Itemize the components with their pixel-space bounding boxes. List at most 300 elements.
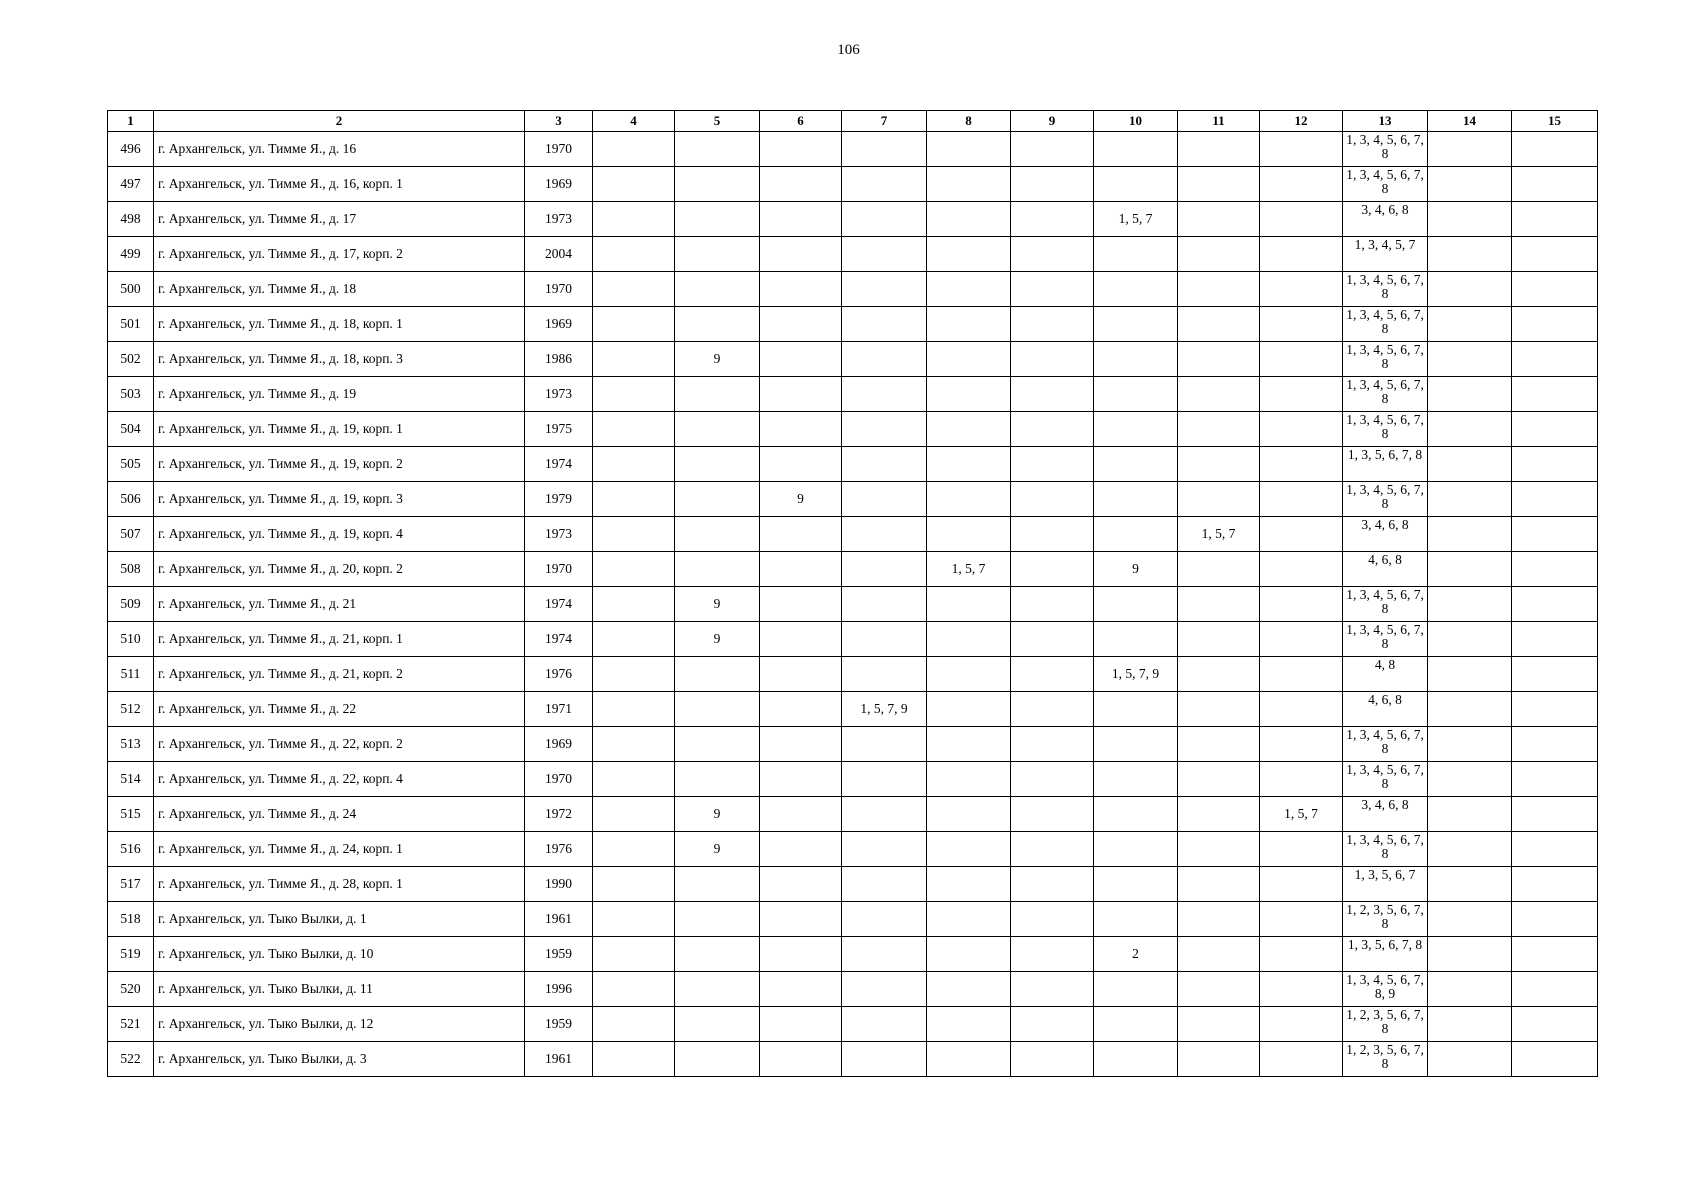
year-cell: 1973 bbox=[525, 202, 593, 237]
col7-cell bbox=[842, 657, 927, 692]
col15-cell bbox=[1512, 657, 1598, 692]
col10-cell bbox=[1094, 272, 1178, 307]
col15-cell bbox=[1512, 832, 1598, 867]
col8-cell bbox=[927, 132, 1011, 167]
col5-cell bbox=[675, 202, 760, 237]
col13-cell: 4, 6, 8 bbox=[1343, 552, 1428, 587]
col14-cell bbox=[1428, 622, 1512, 657]
col9-cell bbox=[1011, 342, 1094, 377]
col4-cell bbox=[593, 657, 675, 692]
col13-cell: 1, 3, 4, 5, 6, 7, 8 bbox=[1343, 412, 1428, 447]
col13-cell: 1, 2, 3, 5, 6, 7, 8 bbox=[1343, 902, 1428, 937]
col14-cell bbox=[1428, 1042, 1512, 1077]
col7-cell bbox=[842, 272, 927, 307]
col4-cell bbox=[593, 867, 675, 902]
col11-cell bbox=[1178, 902, 1260, 937]
col11-cell bbox=[1178, 622, 1260, 657]
col13-cell: 1, 3, 4, 5, 6, 7, 8, 9 bbox=[1343, 972, 1428, 1007]
col10-cell bbox=[1094, 727, 1178, 762]
col5-cell: 9 bbox=[675, 832, 760, 867]
col10-cell: 1, 5, 7 bbox=[1094, 202, 1178, 237]
address-cell: г. Архангельск, ул. Тимме Я., д. 20, корп. 2 bbox=[154, 552, 525, 587]
col14-cell bbox=[1428, 412, 1512, 447]
col4-cell bbox=[593, 622, 675, 657]
address-cell: г. Архангельск, ул. Тимме Я., д. 19, корп. 3 bbox=[154, 482, 525, 517]
col9-cell bbox=[1011, 727, 1094, 762]
table-row bbox=[108, 727, 1598, 762]
col7-cell bbox=[842, 587, 927, 622]
col11-cell bbox=[1178, 377, 1260, 412]
col5-cell bbox=[675, 272, 760, 307]
col5-cell bbox=[675, 237, 760, 272]
col12-cell bbox=[1260, 867, 1343, 902]
col14-cell bbox=[1428, 657, 1512, 692]
col4-cell bbox=[593, 272, 675, 307]
col9-cell bbox=[1011, 237, 1094, 272]
table-row bbox=[108, 1042, 1598, 1077]
col7-cell bbox=[842, 377, 927, 412]
col10-cell bbox=[1094, 132, 1178, 167]
col4-cell bbox=[593, 377, 675, 412]
col6-cell bbox=[760, 412, 842, 447]
col9-cell bbox=[1011, 307, 1094, 342]
col13-cell: 3, 4, 6, 8 bbox=[1343, 517, 1428, 552]
col4-cell bbox=[593, 482, 675, 517]
col12-cell bbox=[1260, 447, 1343, 482]
row-number-cell: 522 bbox=[108, 1042, 154, 1077]
col14-cell bbox=[1428, 517, 1512, 552]
col7-cell bbox=[842, 1042, 927, 1077]
year-cell: 1979 bbox=[525, 482, 593, 517]
col12-cell bbox=[1260, 517, 1343, 552]
col15-cell bbox=[1512, 167, 1598, 202]
col5-cell bbox=[675, 447, 760, 482]
table-row bbox=[108, 167, 1598, 202]
col8-cell bbox=[927, 972, 1011, 1007]
col7-cell bbox=[842, 902, 927, 937]
col6-cell bbox=[760, 762, 842, 797]
col11-cell bbox=[1178, 412, 1260, 447]
col4-cell bbox=[593, 1007, 675, 1042]
col15-cell bbox=[1512, 762, 1598, 797]
col10-cell bbox=[1094, 342, 1178, 377]
col9-cell bbox=[1011, 797, 1094, 832]
col8-cell bbox=[927, 727, 1011, 762]
year-cell: 1969 bbox=[525, 167, 593, 202]
col6-cell bbox=[760, 272, 842, 307]
year-cell: 1974 bbox=[525, 447, 593, 482]
col12-cell: 1, 5, 7 bbox=[1260, 797, 1343, 832]
col10-cell: 1, 5, 7, 9 bbox=[1094, 657, 1178, 692]
row-number-cell: 504 bbox=[108, 412, 154, 447]
col15-cell bbox=[1512, 1007, 1598, 1042]
column-header: 10 bbox=[1094, 111, 1178, 132]
col5-cell bbox=[675, 307, 760, 342]
col4-cell bbox=[593, 937, 675, 972]
col7-cell bbox=[842, 972, 927, 1007]
col5-cell bbox=[675, 482, 760, 517]
row-number-cell: 505 bbox=[108, 447, 154, 482]
col7-cell bbox=[842, 167, 927, 202]
col15-cell bbox=[1512, 132, 1598, 167]
col14-cell bbox=[1428, 692, 1512, 727]
col15-cell bbox=[1512, 412, 1598, 447]
col5-cell bbox=[675, 167, 760, 202]
col4-cell bbox=[593, 972, 675, 1007]
year-cell: 1969 bbox=[525, 307, 593, 342]
col14-cell bbox=[1428, 797, 1512, 832]
col11-cell bbox=[1178, 202, 1260, 237]
col14-cell bbox=[1428, 167, 1512, 202]
col8-cell bbox=[927, 237, 1011, 272]
col5-cell bbox=[675, 762, 760, 797]
col12-cell bbox=[1260, 587, 1343, 622]
table-row bbox=[108, 517, 1598, 552]
col10-cell bbox=[1094, 307, 1178, 342]
col15-cell bbox=[1512, 377, 1598, 412]
table-row bbox=[108, 272, 1598, 307]
col15-cell bbox=[1512, 587, 1598, 622]
col12-cell bbox=[1260, 342, 1343, 377]
col14-cell bbox=[1428, 762, 1512, 797]
col11-cell bbox=[1178, 1007, 1260, 1042]
col4-cell bbox=[593, 692, 675, 727]
col10-cell: 9 bbox=[1094, 552, 1178, 587]
table-row bbox=[108, 832, 1598, 867]
col6-cell bbox=[760, 657, 842, 692]
col11-cell bbox=[1178, 132, 1260, 167]
table-row bbox=[108, 412, 1598, 447]
col9-cell bbox=[1011, 482, 1094, 517]
address-cell: г. Архангельск, ул. Тыко Вылки, д. 3 bbox=[154, 1042, 525, 1077]
col15-cell bbox=[1512, 797, 1598, 832]
col15-cell bbox=[1512, 237, 1598, 272]
table-row bbox=[108, 657, 1598, 692]
column-header: 15 bbox=[1512, 111, 1598, 132]
col9-cell bbox=[1011, 902, 1094, 937]
year-cell: 1973 bbox=[525, 377, 593, 412]
col15-cell bbox=[1512, 622, 1598, 657]
col6-cell bbox=[760, 552, 842, 587]
col4-cell bbox=[593, 902, 675, 937]
year-cell: 1959 bbox=[525, 1007, 593, 1042]
col10-cell: 2 bbox=[1094, 937, 1178, 972]
col13-cell: 1, 2, 3, 5, 6, 7, 8 bbox=[1343, 1042, 1428, 1077]
col7-cell bbox=[842, 727, 927, 762]
row-number-cell: 501 bbox=[108, 307, 154, 342]
address-cell: г. Архангельск, ул. Тимме Я., д. 24 bbox=[154, 797, 525, 832]
col10-cell bbox=[1094, 902, 1178, 937]
address-cell: г. Архангельск, ул. Тимме Я., д. 16 bbox=[154, 132, 525, 167]
col14-cell bbox=[1428, 447, 1512, 482]
row-number-cell: 497 bbox=[108, 167, 154, 202]
col14-cell bbox=[1428, 237, 1512, 272]
address-cell: г. Архангельск, ул. Тыко Вылки, д. 10 bbox=[154, 937, 525, 972]
address-cell: г. Архангельск, ул. Тимме Я., д. 28, корп. 1 bbox=[154, 867, 525, 902]
table-row bbox=[108, 622, 1598, 657]
year-cell: 1970 bbox=[525, 552, 593, 587]
col15-cell bbox=[1512, 972, 1598, 1007]
col11-cell bbox=[1178, 482, 1260, 517]
col11-cell bbox=[1178, 167, 1260, 202]
col7-cell bbox=[842, 622, 927, 657]
row-number-cell: 512 bbox=[108, 692, 154, 727]
col7-cell bbox=[842, 552, 927, 587]
table-row bbox=[108, 482, 1598, 517]
col14-cell bbox=[1428, 832, 1512, 867]
year-cell: 1971 bbox=[525, 692, 593, 727]
column-header: 5 bbox=[675, 111, 760, 132]
col12-cell bbox=[1260, 167, 1343, 202]
col14-cell bbox=[1428, 937, 1512, 972]
col7-cell bbox=[842, 1007, 927, 1042]
col11-cell bbox=[1178, 587, 1260, 622]
row-number-cell: 514 bbox=[108, 762, 154, 797]
table-row bbox=[108, 867, 1598, 902]
col6-cell bbox=[760, 307, 842, 342]
col12-cell bbox=[1260, 412, 1343, 447]
row-number-cell: 520 bbox=[108, 972, 154, 1007]
col11-cell bbox=[1178, 797, 1260, 832]
col10-cell bbox=[1094, 972, 1178, 1007]
col13-cell: 4, 8 bbox=[1343, 657, 1428, 692]
col12-cell bbox=[1260, 377, 1343, 412]
col10-cell bbox=[1094, 1042, 1178, 1077]
col11-cell bbox=[1178, 657, 1260, 692]
col11-cell: 1, 5, 7 bbox=[1178, 517, 1260, 552]
address-cell: г. Архангельск, ул. Тимме Я., д. 18 bbox=[154, 272, 525, 307]
row-number-cell: 521 bbox=[108, 1007, 154, 1042]
col5-cell bbox=[675, 1042, 760, 1077]
col9-cell bbox=[1011, 272, 1094, 307]
col9-cell bbox=[1011, 412, 1094, 447]
col5-cell bbox=[675, 937, 760, 972]
col6-cell bbox=[760, 727, 842, 762]
col15-cell bbox=[1512, 202, 1598, 237]
year-cell: 2004 bbox=[525, 237, 593, 272]
col7-cell bbox=[842, 202, 927, 237]
row-number-cell: 510 bbox=[108, 622, 154, 657]
col11-cell bbox=[1178, 867, 1260, 902]
year-cell: 1975 bbox=[525, 412, 593, 447]
row-number-cell: 499 bbox=[108, 237, 154, 272]
col13-cell: 3, 4, 6, 8 bbox=[1343, 202, 1428, 237]
col9-cell bbox=[1011, 167, 1094, 202]
col8-cell bbox=[927, 342, 1011, 377]
col6-cell bbox=[760, 377, 842, 412]
col13-cell: 1, 3, 4, 5, 6, 7, 8 bbox=[1343, 342, 1428, 377]
col11-cell bbox=[1178, 727, 1260, 762]
col5-cell bbox=[675, 867, 760, 902]
col12-cell bbox=[1260, 832, 1343, 867]
table-body bbox=[108, 132, 1598, 1077]
year-cell: 1972 bbox=[525, 797, 593, 832]
col12-cell bbox=[1260, 552, 1343, 587]
col14-cell bbox=[1428, 342, 1512, 377]
col10-cell bbox=[1094, 517, 1178, 552]
col11-cell bbox=[1178, 937, 1260, 972]
col10-cell bbox=[1094, 482, 1178, 517]
col12-cell bbox=[1260, 237, 1343, 272]
col6-cell bbox=[760, 517, 842, 552]
col4-cell bbox=[593, 727, 675, 762]
col4-cell bbox=[593, 587, 675, 622]
col14-cell bbox=[1428, 552, 1512, 587]
table-row bbox=[108, 132, 1598, 167]
col15-cell bbox=[1512, 1042, 1598, 1077]
col9-cell bbox=[1011, 517, 1094, 552]
col8-cell bbox=[927, 167, 1011, 202]
col8-cell bbox=[927, 902, 1011, 937]
col11-cell bbox=[1178, 1042, 1260, 1077]
col8-cell bbox=[927, 447, 1011, 482]
col10-cell bbox=[1094, 237, 1178, 272]
col12-cell bbox=[1260, 902, 1343, 937]
col14-cell bbox=[1428, 867, 1512, 902]
row-number-cell: 516 bbox=[108, 832, 154, 867]
table-row bbox=[108, 972, 1598, 1007]
col5-cell: 9 bbox=[675, 622, 760, 657]
row-number-cell: 515 bbox=[108, 797, 154, 832]
year-cell: 1973 bbox=[525, 517, 593, 552]
col15-cell bbox=[1512, 342, 1598, 377]
col12-cell bbox=[1260, 1042, 1343, 1077]
col15-cell bbox=[1512, 517, 1598, 552]
row-number-cell: 507 bbox=[108, 517, 154, 552]
col11-cell bbox=[1178, 692, 1260, 727]
col6-cell bbox=[760, 1007, 842, 1042]
col8-cell bbox=[927, 622, 1011, 657]
table-row bbox=[108, 552, 1598, 587]
col4-cell bbox=[593, 1042, 675, 1077]
table-row bbox=[108, 237, 1598, 272]
address-cell: г. Архангельск, ул. Тимме Я., д. 18, корп. 1 bbox=[154, 307, 525, 342]
col13-cell: 1, 3, 4, 5, 6, 7, 8 bbox=[1343, 622, 1428, 657]
col9-cell bbox=[1011, 832, 1094, 867]
col5-cell bbox=[675, 692, 760, 727]
col15-cell bbox=[1512, 272, 1598, 307]
col13-cell: 1, 3, 4, 5, 6, 7, 8 bbox=[1343, 377, 1428, 412]
col11-cell bbox=[1178, 237, 1260, 272]
year-cell: 1970 bbox=[525, 762, 593, 797]
col11-cell bbox=[1178, 447, 1260, 482]
header-row bbox=[108, 111, 1598, 132]
table-row bbox=[108, 797, 1598, 832]
col8-cell bbox=[927, 1007, 1011, 1042]
col5-cell bbox=[675, 657, 760, 692]
col7-cell bbox=[842, 797, 927, 832]
year-cell: 1961 bbox=[525, 902, 593, 937]
col4-cell bbox=[593, 832, 675, 867]
table-row bbox=[108, 447, 1598, 482]
col14-cell bbox=[1428, 482, 1512, 517]
row-number-cell: 496 bbox=[108, 132, 154, 167]
col9-cell bbox=[1011, 657, 1094, 692]
col4-cell bbox=[593, 762, 675, 797]
col8-cell bbox=[927, 797, 1011, 832]
col5-cell bbox=[675, 377, 760, 412]
column-header: 12 bbox=[1260, 111, 1343, 132]
col13-cell: 1, 3, 4, 5, 6, 7, 8 bbox=[1343, 272, 1428, 307]
col10-cell bbox=[1094, 377, 1178, 412]
col8-cell bbox=[927, 272, 1011, 307]
year-cell: 1986 bbox=[525, 342, 593, 377]
col10-cell bbox=[1094, 867, 1178, 902]
col15-cell bbox=[1512, 902, 1598, 937]
col13-cell: 1, 3, 4, 5, 6, 7, 8 bbox=[1343, 832, 1428, 867]
column-header: 13 bbox=[1343, 111, 1428, 132]
col14-cell bbox=[1428, 727, 1512, 762]
col5-cell bbox=[675, 902, 760, 937]
col6-cell: 9 bbox=[760, 482, 842, 517]
address-cell: г. Архангельск, ул. Тимме Я., д. 21, корп. 1 bbox=[154, 622, 525, 657]
table-row bbox=[108, 762, 1598, 797]
col5-cell: 9 bbox=[675, 342, 760, 377]
row-number-cell: 498 bbox=[108, 202, 154, 237]
col8-cell bbox=[927, 762, 1011, 797]
table-row bbox=[108, 902, 1598, 937]
col7-cell bbox=[842, 937, 927, 972]
col10-cell bbox=[1094, 762, 1178, 797]
col5-cell: 9 bbox=[675, 797, 760, 832]
address-cell: г. Архангельск, ул. Тимме Я., д. 17 bbox=[154, 202, 525, 237]
col5-cell bbox=[675, 412, 760, 447]
page-number: 106 bbox=[837, 42, 860, 58]
col4-cell bbox=[593, 447, 675, 482]
col6-cell bbox=[760, 902, 842, 937]
col10-cell bbox=[1094, 412, 1178, 447]
col13-cell: 1, 3, 4, 5, 6, 7, 8 bbox=[1343, 587, 1428, 622]
col14-cell bbox=[1428, 132, 1512, 167]
col7-cell bbox=[842, 832, 927, 867]
year-cell: 1961 bbox=[525, 1042, 593, 1077]
col9-cell bbox=[1011, 762, 1094, 797]
col8-cell bbox=[927, 692, 1011, 727]
col4-cell bbox=[593, 202, 675, 237]
col12-cell bbox=[1260, 692, 1343, 727]
col4-cell bbox=[593, 797, 675, 832]
year-cell: 1976 bbox=[525, 657, 593, 692]
year-cell: 1990 bbox=[525, 867, 593, 902]
col6-cell bbox=[760, 447, 842, 482]
column-header: 11 bbox=[1178, 111, 1260, 132]
col13-cell: 1, 3, 4, 5, 6, 7, 8 bbox=[1343, 727, 1428, 762]
col9-cell bbox=[1011, 132, 1094, 167]
year-cell: 1959 bbox=[525, 937, 593, 972]
col5-cell bbox=[675, 517, 760, 552]
row-number-cell: 519 bbox=[108, 937, 154, 972]
register-table bbox=[107, 110, 1598, 1077]
col13-cell: 1, 3, 4, 5, 6, 7, 8 bbox=[1343, 482, 1428, 517]
col13-cell: 1, 3, 4, 5, 6, 7, 8 bbox=[1343, 132, 1428, 167]
col12-cell bbox=[1260, 307, 1343, 342]
col12-cell bbox=[1260, 762, 1343, 797]
col12-cell bbox=[1260, 622, 1343, 657]
address-cell: г. Архангельск, ул. Тимме Я., д. 19, корп. 2 bbox=[154, 447, 525, 482]
col4-cell bbox=[593, 342, 675, 377]
row-number-cell: 502 bbox=[108, 342, 154, 377]
col5-cell: 9 bbox=[675, 587, 760, 622]
col8-cell bbox=[927, 937, 1011, 972]
table-row bbox=[108, 1007, 1598, 1042]
col15-cell bbox=[1512, 937, 1598, 972]
col4-cell bbox=[593, 307, 675, 342]
row-number-cell: 506 bbox=[108, 482, 154, 517]
col4-cell bbox=[593, 132, 675, 167]
col15-cell bbox=[1512, 552, 1598, 587]
col8-cell: 1, 5, 7 bbox=[927, 552, 1011, 587]
col6-cell bbox=[760, 797, 842, 832]
